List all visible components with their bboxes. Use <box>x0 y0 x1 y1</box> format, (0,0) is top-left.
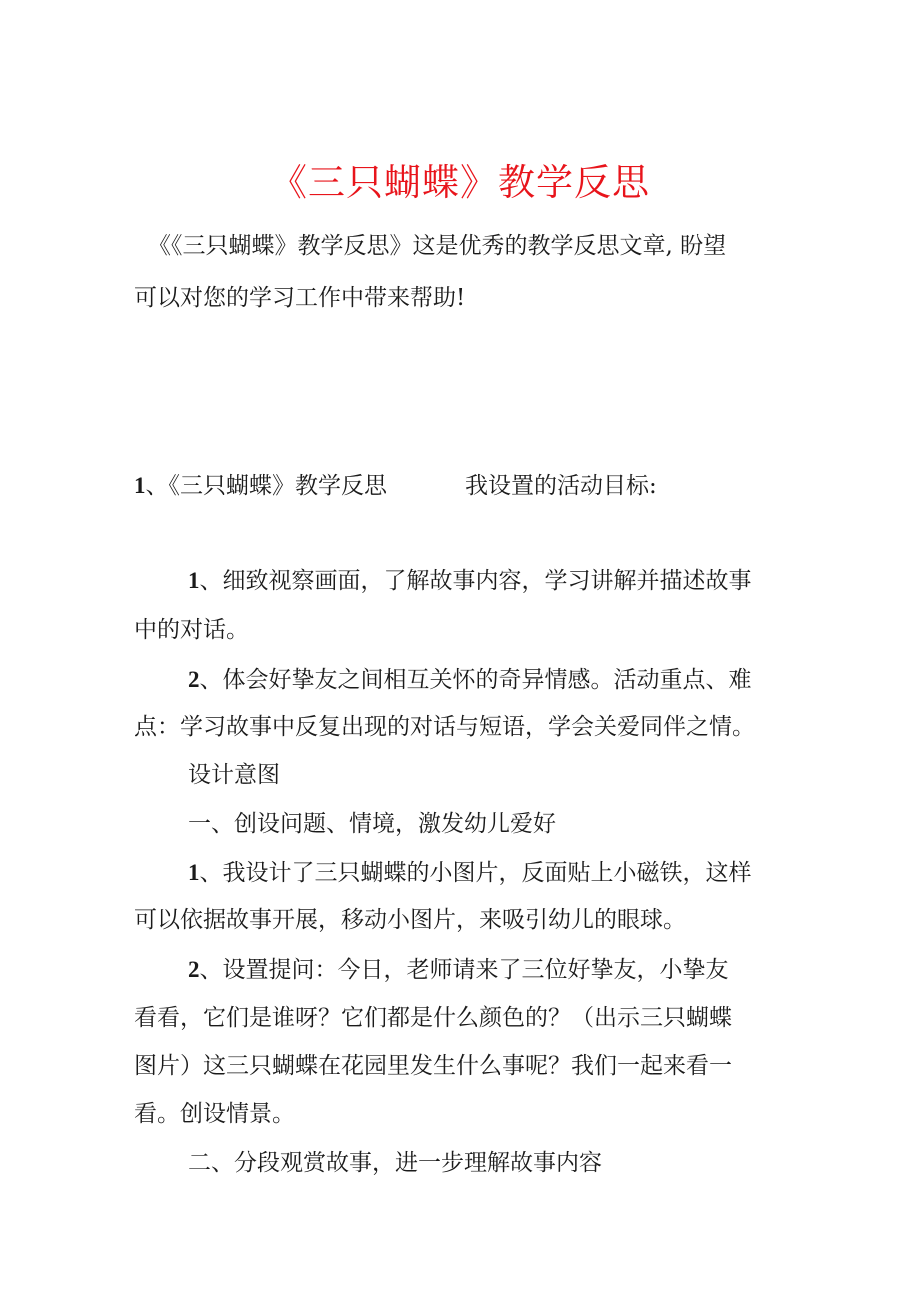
goal-2-line-1 <box>188 668 752 692</box>
design-item-2-line-1 <box>188 958 729 982</box>
design-item-2-text: 、设置提问：今日，老师请来了三位好挚友，小挚友 <box>199 957 729 983</box>
design-item-1-number: 1 <box>188 860 200 885</box>
section-1-heading-text: 、《三只蝴蝶》教学反思 <box>145 473 387 499</box>
design-item-1-line-1 <box>188 861 752 885</box>
design-item-2-line-3: 图片）这三只蝴蝶在花园里发生什么事呢？我们一起来看一 <box>134 1053 732 1079</box>
section-1-heading <box>134 474 657 498</box>
design-item-2-line-4: 看。创设情景。 <box>134 1101 295 1127</box>
design-item-1-line-2: 可以依据故事开展，移动小图片，来吸引幼儿的眼球。 <box>134 907 686 933</box>
design-part-2-title: 二、分段观赏故事，进一步理解故事内容 <box>188 1150 602 1176</box>
document-title: 《三只蝴蝶》教学反思 <box>270 161 650 204</box>
design-item-2-number: 2 <box>188 957 200 982</box>
design-part-1-title: 一、创设问题、情境，激发幼儿爱好 <box>188 811 556 837</box>
goal-2-number: 2 <box>188 667 200 692</box>
intro-line-1: 《《三只蝴蝶》教学反思》这是优秀的教学反思文章, 盼望 <box>148 233 727 259</box>
design-item-2-line-2: 看看，它们是谁呀？它们都是什么颜色的？（出示三只蝴蝶 <box>134 1005 732 1031</box>
goal-2-text: 、体会好挚友之间相互关怀的奇异情感。活动重点、难 <box>199 667 752 693</box>
goal-2-line-2: 点：学习故事中反复出现的对话与短语，学会关爱同伴之情。 <box>134 714 755 740</box>
goal-1-line-2: 中的对话。 <box>134 617 249 643</box>
goal-1-line-1 <box>188 569 752 593</box>
section-1-number: 1 <box>134 473 146 498</box>
section-1-subheading: 我设置的活动目标: <box>465 473 657 499</box>
goal-1-text: 、细致视察画面，了解故事内容，学习讲解并描述故事 <box>199 568 752 594</box>
design-item-1-text: 、我设计了三只蝴蝶的小图片，反面贴上小磁铁，这样 <box>199 860 752 886</box>
goal-1-number: 1 <box>188 568 200 593</box>
design-intent-label: 设计意图 <box>188 762 280 788</box>
intro-line-2: 可以对您的学习工作中带来帮助! <box>134 285 466 311</box>
